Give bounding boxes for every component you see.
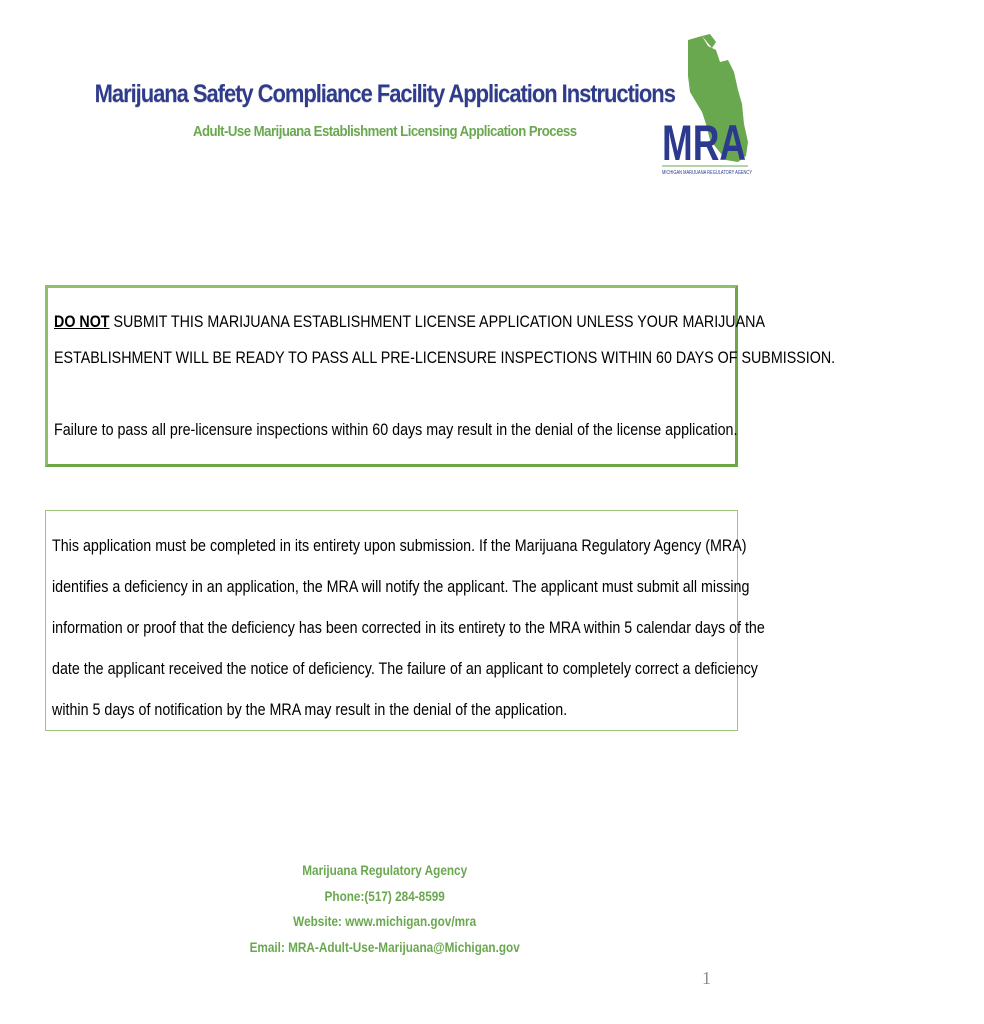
page-subtitle: Adult-Use Marijuana Establishment Licensing Application Process bbox=[192, 123, 577, 140]
info-line: within 5 days of notification by the MRA may result in the denial of the application. bbox=[52, 700, 568, 719]
contact-block bbox=[0, 858, 770, 960]
info-line: This application must be completed in its entirety upon submission. If the Marijuana Regulatory Agency (MRA) bbox=[52, 536, 747, 555]
warning-box bbox=[45, 285, 836, 467]
contact-email[interactable]: Email: MRA-Adult-Use-Marijuana@Michigan.gov bbox=[249, 938, 520, 955]
page-title: Marijuana Safety Compliance Facility Application Instructions bbox=[94, 80, 675, 108]
info-line: date the applicant received the notice of deficiency. The failure of an applicant to completely correct a deficiency bbox=[52, 659, 758, 678]
warning-line-3: Failure to pass all pre-licensure inspections within 60 days may result in the denial of the license application. bbox=[54, 420, 738, 439]
contact-website[interactable]: Website: www.michigan.gov/mra bbox=[293, 913, 477, 929]
logo-tagline: MICHIGAN MARIJUANA REGULATORY AGENCY bbox=[662, 170, 753, 176]
info-line: identifies a deficiency in an application, the MRA will notify the applicant. The applicant must submit all missing bbox=[52, 577, 750, 596]
warning-spacer bbox=[54, 376, 729, 412]
logo-text: MRA bbox=[662, 115, 746, 171]
do-not-emphasis: DO NOT bbox=[54, 312, 110, 331]
contact-agency: Marijuana Regulatory Agency bbox=[302, 862, 468, 878]
page-number: 1 bbox=[702, 968, 711, 988]
warning-line-1-rest: SUBMIT THIS MARIJUANA ESTABLISHMENT LICENSE APPLICATION UNLESS YOUR MARIJUANA bbox=[109, 312, 765, 331]
mra-logo bbox=[658, 32, 758, 182]
info-line: information or proof that the deficiency has been corrected in its entirety to the MRA within 5 calendar days of the bbox=[52, 618, 765, 637]
contact-phone: Phone:(517) 284-8599 bbox=[324, 887, 445, 904]
warning-line-1 bbox=[54, 304, 765, 340]
info-box bbox=[45, 510, 765, 731]
warning-line-2: ESTABLISHMENT WILL BE READY TO PASS ALL PRE-LICENSURE INSPECTIONS WITHIN 60 DAYS OF SUBMISSION. bbox=[54, 348, 836, 367]
